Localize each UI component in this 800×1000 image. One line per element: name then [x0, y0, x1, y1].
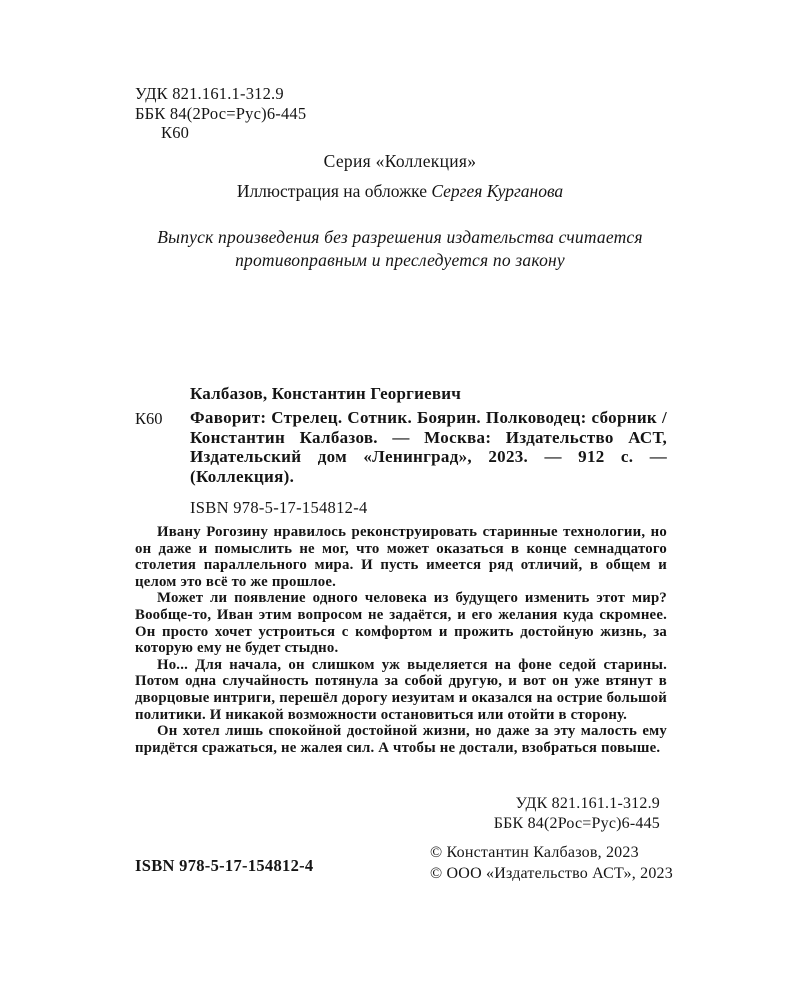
bibliographic-entry: Фаворит: Стрелец. Сотник. Боярин. Полководец: сборник / Константин Калбазов. — Москва: Издательство АСТ, Издательский дом «Ленинград», 2023. — 912 с. — (Коллекция). [190, 408, 667, 486]
annotation-block [135, 524, 667, 756]
cover-credit [0, 181, 800, 202]
legal-notice: Выпуск произведения без разрешения издательства считается противоправным и преследуется по закону [157, 227, 643, 270]
author-sign-code-top: К60 [161, 123, 190, 142]
copyright-publisher: © ООО «Издательство АСТ», 2023 [430, 864, 673, 882]
copyright-author: © Константин Калбазов, 2023 [430, 844, 639, 861]
classification-codes-bottom [494, 794, 660, 834]
catalog-block [135, 384, 667, 518]
cover-credit-prefix: Иллюстрация на обложке [236, 181, 432, 201]
bbk-code-bottom: ББК 84(2Рос=Рус)6-445 [493, 815, 660, 832]
classification-codes-top [135, 84, 306, 143]
copyright-block [430, 843, 673, 884]
annotation-paragraph: Он хотел лишь спокойной достойной жизни, но даже за эту малость ему придётся сражаться, не жалея сил. А чтобы не достали, взобраться повыше. [135, 723, 667, 756]
bbk-code-top: ББК 84(2Рос=Рус)6-445 [135, 103, 307, 123]
author-sign-code: К60 [135, 409, 163, 428]
udk-code-top: УДК 821.161.1-312.9 [135, 84, 284, 103]
catalog-row [135, 408, 667, 486]
annotation-paragraph: Но... Для начала, он слишком уж выделяется на фоне седой старины. Потом одна случайность потянула за собой другую, и вот он уже втянут в дворцовые интриги, перешёл дорогу иезуитам и оказался на острие большой политики. И никакой возможности остановиться или отойти в сторону. [135, 656, 667, 723]
cover-artist-name: Сергея Курганова [431, 181, 564, 201]
author-heading: Калбазов, Константин Георгиевич [190, 384, 461, 403]
series-line: Серия «Коллекция» [323, 151, 477, 171]
isbn-footer: ISBN 978-5-17-154812-4 [135, 856, 314, 875]
annotation-paragraph: Ивану Рогозину нравилось реконструировать старинные технологии, но он даже и помыслить не мог, что может оказаться в конце семнадцатого столетия параллельного мира. И пусть имеется ряд отличий, в общем и целом это всё то же прошлое. [135, 524, 667, 590]
udk-code-bottom: УДК 821.161.1-312.9 [515, 795, 660, 812]
annotation-paragraph: Может ли появление одного человека из будущего изменить этот мир? Вообще-то, Иван этим вопросом не задаётся, и его желания куда скромнее. Он просто хочет устроиться с комфортом и прожить достойную жизнь, за которую ему не будет стыдно. [135, 590, 667, 657]
isbn-catalog: ISBN 978-5-17-154812-4 [190, 498, 368, 517]
